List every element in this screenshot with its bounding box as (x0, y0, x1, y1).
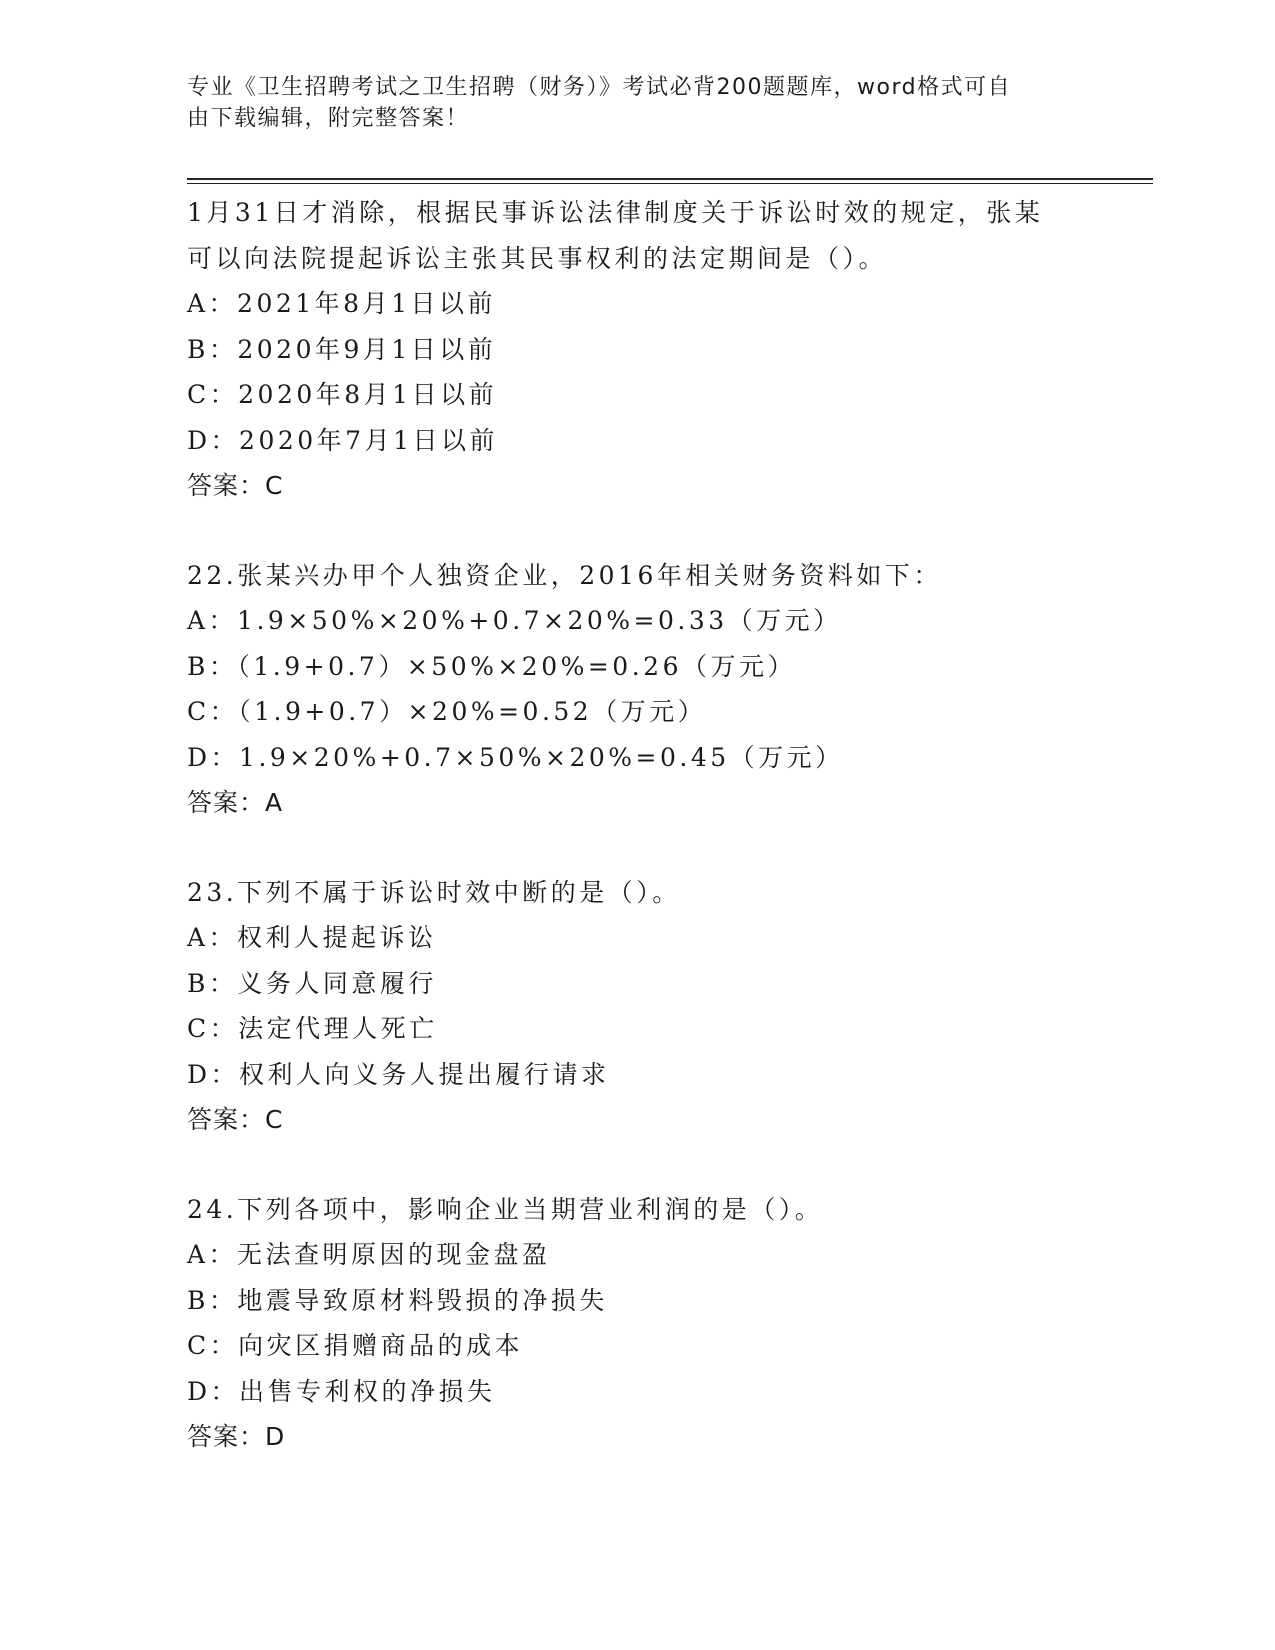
option-b: B：义务人同意履行 (187, 968, 437, 998)
option-a: A：1.9×50%×20%+0.7×20%=0.33（万元） (187, 606, 842, 635)
question-block-24 (187, 1187, 1087, 1460)
document-header (187, 72, 1067, 134)
question-block-22 (187, 553, 1087, 826)
question-stem: 22.张某兴办甲个人独资企业，2016年相关财务资料如下： (187, 560, 942, 590)
option-d: D：1.9×20%+0.7×50%×20%=0.45（万元） (187, 742, 844, 772)
option-c: C：（1.9+0.7）×20%=0.52（万元） (187, 697, 707, 726)
option-c: C：2020年8月1日以前 (187, 380, 498, 409)
option-a: A：2021年8月1日以前 (187, 289, 496, 318)
option-b: B：地震导致原材料毁损的净损失 (187, 1285, 608, 1315)
option-d: D：2020年7月1日以前 (187, 425, 498, 455)
question-block-23 (187, 870, 1087, 1143)
answer-line: 答案：D (187, 1422, 286, 1451)
option-c: C：法定代理人死亡 (187, 1014, 438, 1043)
option-a: A：权利人提起诉讼 (187, 923, 437, 952)
answer-line: 答案：A (187, 788, 284, 817)
question-spacer (187, 826, 1087, 870)
header-divider-thin (187, 183, 1153, 184)
header-line-2: 由下载编辑，附完整答案！ (187, 106, 470, 131)
question-stem: 可以向法院提起诉讼主张其民事权利的法定期间是（）。 (187, 243, 888, 273)
answer-line: 答案：C (187, 471, 284, 500)
answer-line: 答案：C (187, 1105, 284, 1134)
question-stem: 1月31日才消除，根据民事诉讼法律制度关于诉讼时效的规定，张某 (187, 198, 1044, 227)
option-c: C：向灾区捐赠商品的成本 (187, 1331, 524, 1360)
header-line-1: 专业《卫生招聘考试之卫生招聘（财务）》考试必背200题题库，word格式可自 (187, 75, 1012, 100)
question-spacer (187, 1143, 1087, 1187)
option-d: D：权利人向义务人提出履行请求 (187, 1059, 610, 1089)
header-divider-thick (187, 178, 1153, 180)
question-stem: 23.下列不属于诉讼时效中断的是（）。 (187, 877, 681, 907)
option-b: B：2020年9月1日以前 (187, 334, 497, 364)
question-spacer (187, 509, 1087, 553)
question-block-21 (187, 190, 1087, 509)
question-stem: 24.下列各项中，影响企业当期营业利润的是（）。 (187, 1194, 824, 1224)
option-d: D：出售专利权的净损失 (187, 1376, 496, 1406)
option-b: B：（1.9+0.7）×50%×20%=0.26（万元） (187, 651, 796, 681)
question-list (187, 190, 1087, 1460)
option-a: A：无法查明原因的现金盘盈 (187, 1240, 551, 1269)
